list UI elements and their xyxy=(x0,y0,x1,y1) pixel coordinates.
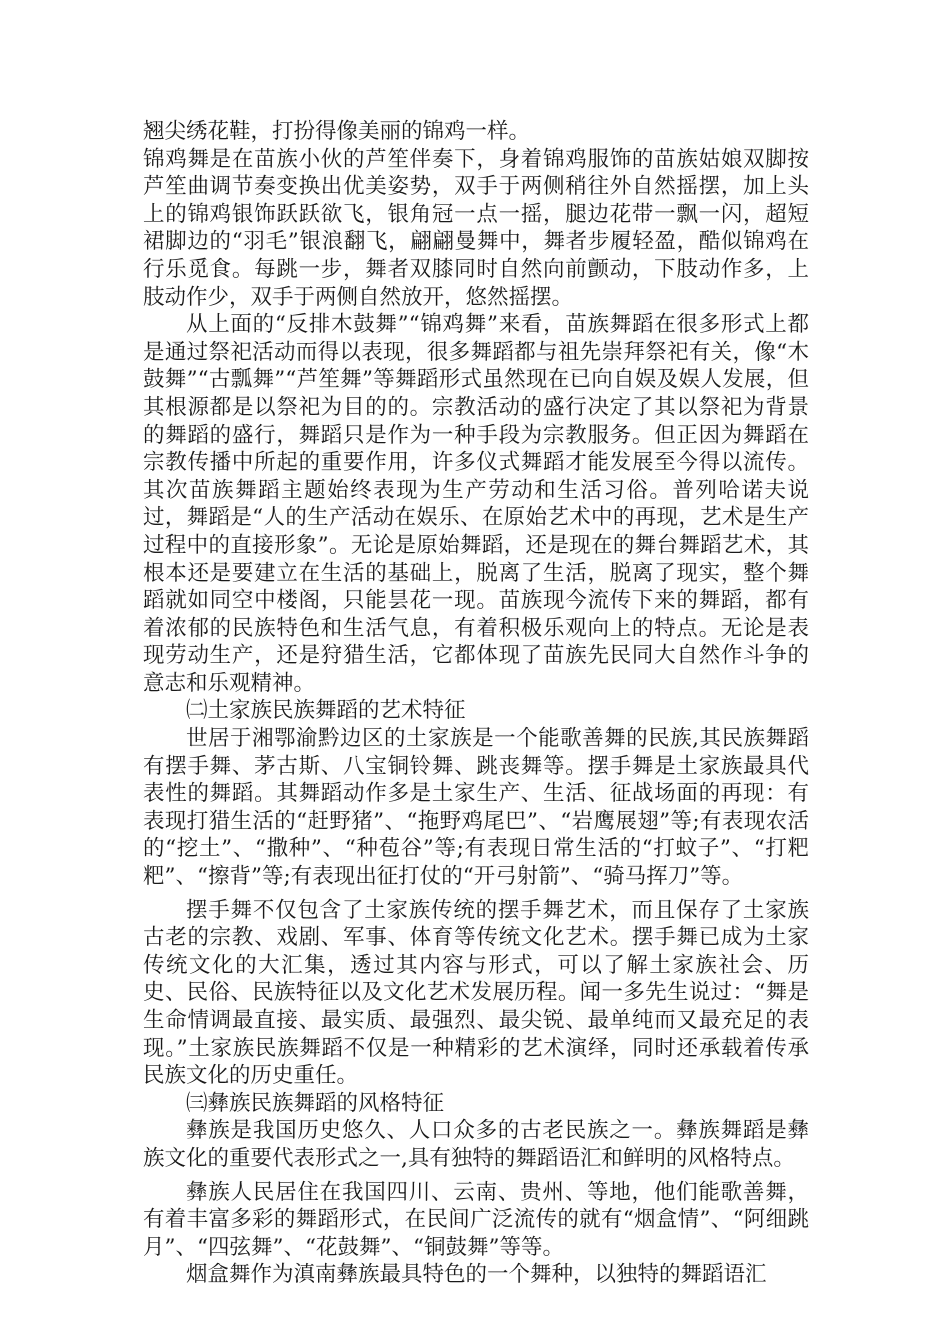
paragraph-yanhe-dance: 烟盒舞作为滇南彝族最具特色的一个舞种，以独特的舞蹈语汇 xyxy=(186,1262,767,1288)
section-heading-yi: ㈢彝族民族舞蹈的风格特征 xyxy=(186,1090,445,1116)
paragraph-tujia-baishou: 世居于湘鄂渝黔边区的土家族是一个能歌善舞的民族,其民族舞蹈有摆手舞、茅古斯、八宝铜铃舞、跳丧舞等。摆手舞是土家族最具代表性的舞蹈。其舞蹈动作多是土家生产、生活、征战场面的再现：有表现打猎生活的“赶野猪”、“拖野鸡尾巴”、“岩鹰展翅”等;有表现农活的“挖土”、“撒种”、“种苞谷”等;有表现日常生活的“打蚊子”、“打粑粑”、“擦背”等;有表现出征打仗的“开弓射箭”、“骑马挥刀”等。 xyxy=(143,726,809,890)
paragraph-yi-dance-forms: 彝族人民居住在我国四川、云南、贵州、等地，他们能歌善舞，有着丰富多彩的舞蹈形式，在民间广泛流传的就有“烟盒情”、“阿细跳月”、“四弦舞”、“花鼓舞”、“铜鼓舞”等等。 xyxy=(143,1179,809,1260)
paragraph-miao-dance-features: 从上面的“反排木鼓舞”“锦鸡舞”来看，苗族舞蹈在很多形式上都是通过祭祀活动而得以表现，很多舞蹈都与祖先崇拜祭祀有关，像“木鼓舞”“古瓢舞”“芦笙舞”等舞蹈形式虽然现在已向自娱及娱人发展，但其根源都是以祭祀为目的的。宗教活动的盛行决定了其以祭祀为背景的舞蹈的盛行，舞蹈只是作为一种手段为宗教服务。但正因为舞蹈在宗教传播中所起的重要作用，许多仪式舞蹈才能发展至今得以流传。其次苗族舞蹈主题始终表现为生产劳动和生活习俗。普列哈诺夫说过，舞蹈是“人的生产活动在娱乐、在原始艺术中的再现，艺术是生产过程中的直接形象”。无论是原始舞蹈，还是现在的舞台舞蹈艺术，其根本还是要建立在生活的基础上，脱离了生活，脱离了现实，整个舞蹈就如同空中楼阁，只能昙花一现。苗族现今流传下来的舞蹈，都有着浓郁的民族特色和生活气息，有着积极乐观向上的特点。无论是表现劳动生产，还是狩猎生活，它都体现了苗族先民同大自然作斗争的意志和乐观精神。 xyxy=(143,312,809,696)
paragraph-tujia-culture: 摆手舞不仅包含了土家族传统的摆手舞艺术，而且保存了土家族古老的宗教、戏剧、军事、体育等传统文化艺术。摆手舞已成为土家传统文化的大汇集，透过其内容与形式，可以了解土家族社会、历史、民俗、民族特征以及文化艺术发展历程。闻一多先生说过：“舞是生命情调最直接、最实质、最强烈、最尖锐、最单纯而又最充足的表现。”土家族民族舞蹈不仅是一种精彩的艺术演绎，同时还承载着传承民族文化的历史重任。 xyxy=(143,897,809,1089)
document-page xyxy=(143,118,809,1289)
section-heading-tujia: ㈡土家族民族舞蹈的艺术特征 xyxy=(186,698,466,724)
paragraph-yi-intro: 彝族是我国历史悠久、人口众多的古老民族之一。彝族舞蹈是彝族文化的重要代表形式之一,具有独特的舞蹈语汇和鲜明的风格特点。 xyxy=(143,1118,809,1171)
paragraph-jinji-dance: 锦鸡舞是在苗族小伙的芦笙伴奏下，身着锦鸡服饰的苗族姑娘双脚按芦笙曲调节奏变换出优美姿势，双手于两侧稍往外自然摇摆，加上头上的锦鸡银饰跃跃欲飞，银角冠一点一摇，腿边花带一飘一闪，超短裙脚边的“羽毛”银浪翻飞，翩翩曼舞中，舞者步履轻盈，酷似锦鸡在行乐觅食。每跳一步，舞者双膝同时自然向前颤动，下肢动作多，上肢动作少，双手于两侧自然放开，悠然摇摆。 xyxy=(143,146,809,310)
paragraph-jinji-costume-end: 翘尖绣花鞋，打扮得像美丽的锦鸡一样。 xyxy=(143,119,531,144)
